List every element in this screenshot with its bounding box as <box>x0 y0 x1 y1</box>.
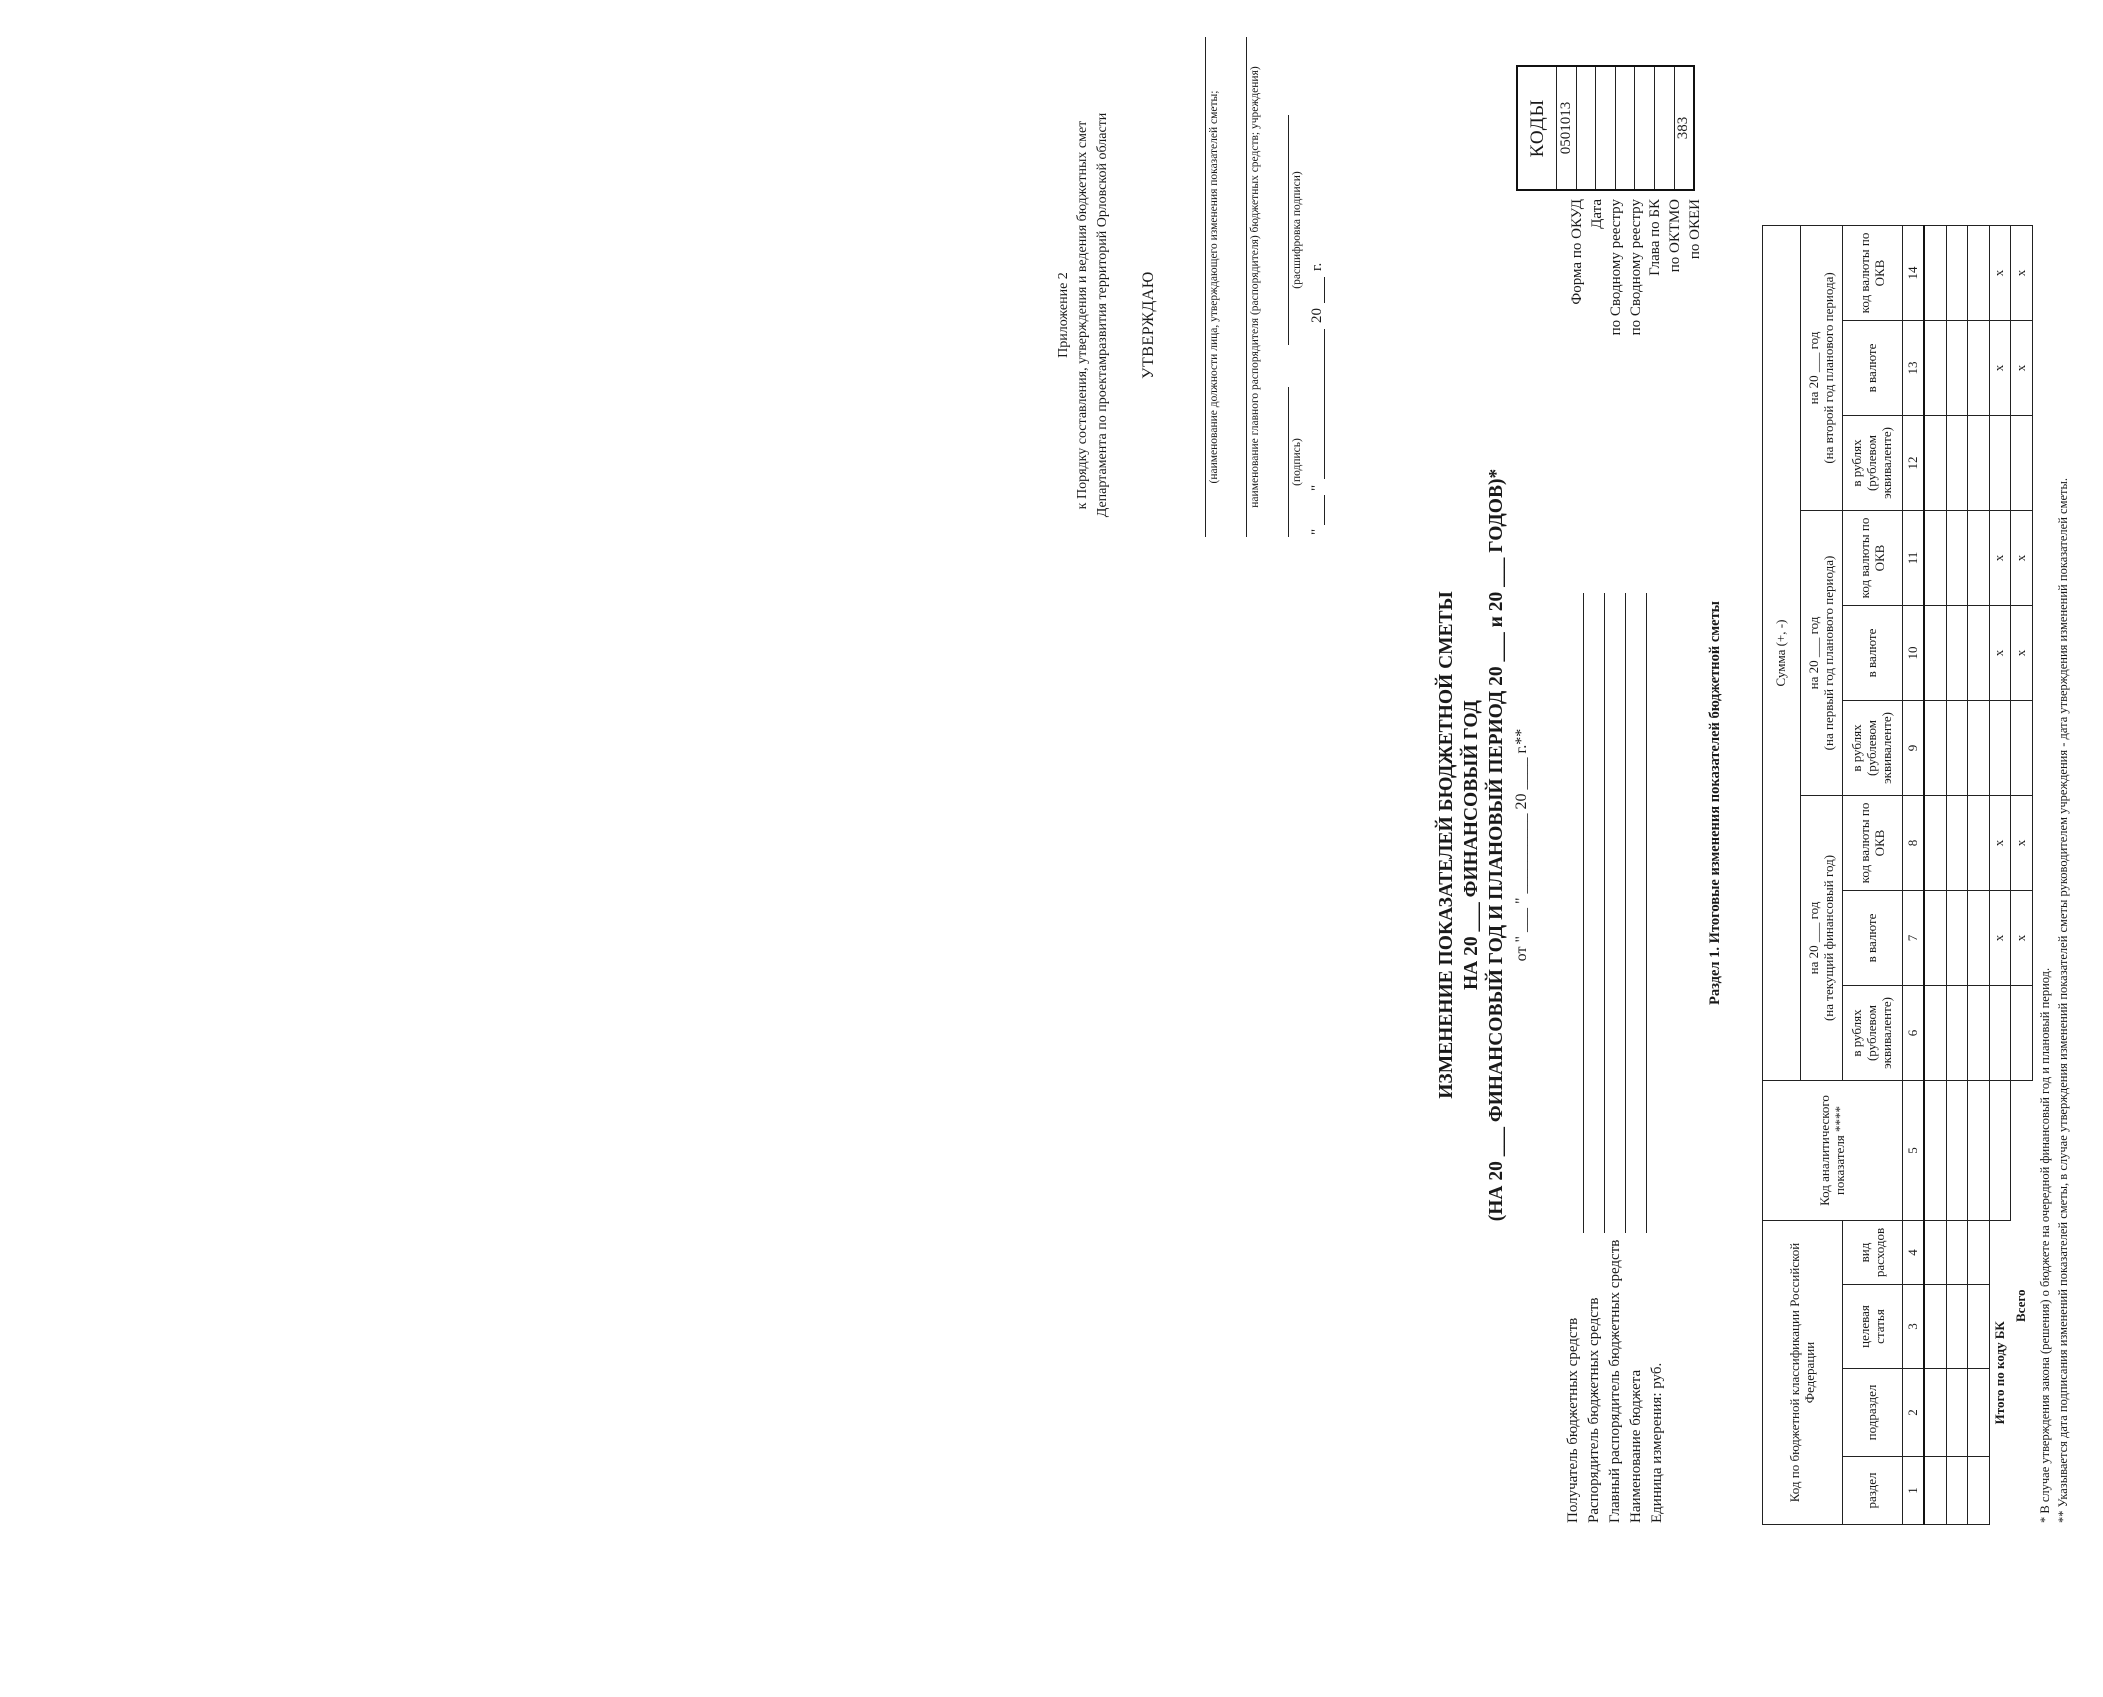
analytic-header: Код аналитического показателя **** <box>1763 1081 1903 1221</box>
cell-x: x <box>1989 226 2011 321</box>
col-number: 7 <box>1903 891 1925 986</box>
total-row <box>2011 226 2033 1525</box>
cell[interactable] <box>1968 511 1990 606</box>
col-number: 10 <box>1903 606 1925 701</box>
total-label: Всего <box>2013 1289 2029 1322</box>
codes-header: КОДЫ <box>1517 66 1557 190</box>
date-month-line <box>1324 329 1325 479</box>
title-line-1: ИЗМЕНЕНИЕ ПОКАЗАТЕЛЕЙ БЮДЖЕТНОЙ СМЕТЫ <box>1436 591 1457 1099</box>
cell-x: x <box>2011 796 2033 891</box>
col-number: 5 <box>1903 1081 1925 1221</box>
cell[interactable] <box>1968 891 1990 986</box>
col-okv: код валюты по ОКВ <box>1843 511 1903 606</box>
appendix-title: Приложение 2 <box>1056 272 1071 358</box>
field-line <box>1625 593 1626 1233</box>
org-line <box>1246 37 1247 537</box>
cell[interactable] <box>1924 1457 1946 1525</box>
cell-x: x <box>1989 511 2011 606</box>
cell[interactable] <box>2011 701 2033 796</box>
signature-line <box>1288 387 1289 537</box>
cell[interactable] <box>1946 321 1968 416</box>
footnote-2: ** Указывается дата подписания изменений показателей сметы, в случае утверждения изменений показателей сметы руководителем учреждения - дата утверждения изменений показателей сметы. <box>2056 477 2071 1523</box>
cell-x: x <box>1989 891 2011 986</box>
cell[interactable] <box>1924 986 1946 1081</box>
code-date <box>1576 66 1596 190</box>
decode-line <box>1288 115 1289 345</box>
codes-box <box>1516 65 1695 191</box>
cell[interactable] <box>1968 606 1990 701</box>
table-row <box>1924 226 1946 1525</box>
cell-x: x <box>2011 606 2033 701</box>
field-line <box>1646 593 1647 1233</box>
cell-x: x <box>2011 226 2033 321</box>
decode-caption: (расшифровка подписи) <box>1291 171 1303 289</box>
label-date: Дата <box>1588 199 1605 229</box>
cell[interactable] <box>1924 796 1946 891</box>
cell[interactable] <box>1968 986 1990 1081</box>
cell[interactable] <box>1989 1081 2011 1221</box>
code-registry <box>1615 66 1635 190</box>
cell[interactable] <box>1989 416 2011 511</box>
sum-header: Сумма (+, -) <box>1763 226 1801 1081</box>
cell[interactable] <box>1924 416 1946 511</box>
cell[interactable] <box>1924 1081 1946 1221</box>
cell[interactable] <box>1946 416 1968 511</box>
cell[interactable] <box>1968 226 1990 321</box>
year3-sub: (на второй год планового периода) <box>1820 272 1836 464</box>
col-podrazdel: подраздел <box>1843 1369 1903 1457</box>
code-bk <box>1635 66 1655 190</box>
cell[interactable] <box>1924 1285 1946 1369</box>
col-rub: в рублях (рублевом эквиваленте) <box>1843 701 1903 796</box>
code-okei: 383 <box>1674 66 1694 190</box>
col-number: 13 <box>1903 321 1925 416</box>
cell[interactable] <box>1968 701 1990 796</box>
field-unit: Единица измерения: руб. <box>1649 1362 1665 1523</box>
date-day-line <box>1324 495 1325 525</box>
position-line <box>1205 37 1206 537</box>
cell[interactable] <box>1968 321 1990 416</box>
col-number: 3 <box>1903 1285 1925 1369</box>
table-row <box>1946 226 1968 1525</box>
field-recipient: Получатель бюджетных средств <box>1565 1317 1581 1523</box>
main-table <box>1762 225 2033 1525</box>
cell[interactable] <box>1924 1369 1946 1457</box>
cell[interactable] <box>1968 1081 1990 1221</box>
label-registry: по Сводному реестру <box>1627 199 1644 336</box>
codes-labels <box>1568 199 1705 435</box>
year1-label: на 20 ___ год <box>1805 901 1821 975</box>
col-expense-type: вид расходов <box>1843 1221 1903 1285</box>
col-okv: код валюты по ОКВ <box>1843 796 1903 891</box>
cell[interactable] <box>1924 321 1946 416</box>
position-caption: (наименование должности лица, утверждающего изменения показателей сметы; <box>1208 90 1220 484</box>
cell[interactable] <box>1946 986 1968 1081</box>
cell[interactable] <box>1946 226 1968 321</box>
cell-x: x <box>2011 321 2033 416</box>
form-sheet <box>1048 25 2103 1595</box>
date-year-line <box>1324 277 1325 303</box>
title-line-2: НА 20 ___ ФИНАНСОВЫЙ ГОД <box>1461 700 1482 990</box>
cell[interactable] <box>1924 226 1946 321</box>
cell[interactable] <box>1924 606 1946 701</box>
cell[interactable] <box>1924 511 1946 606</box>
code-okud: 0501013 <box>1557 66 1577 190</box>
year3-label: на 20 ___ год <box>1805 331 1821 405</box>
cell[interactable] <box>1946 1221 1968 1285</box>
field-budget-name: Наименование бюджета <box>1628 1369 1644 1523</box>
date-suffix: г. <box>1309 262 1325 271</box>
field-line <box>1604 593 1605 1233</box>
col-okv: код валюты по ОКВ <box>1843 226 1903 321</box>
cell[interactable] <box>1946 891 1968 986</box>
title-line-3: (НА 20 ___ ФИНАНСОВЫЙ ГОД И ПЛАНОВЫЙ ПЕРИОД 20 ___ и 20 ___ ГОДОВ)* <box>1486 468 1507 1222</box>
cell[interactable] <box>1968 1221 1990 1285</box>
cell[interactable] <box>1946 1285 1968 1369</box>
cell-x: x <box>1989 796 2011 891</box>
appendix-header <box>1054 35 1112 595</box>
title-date: от " ___ " __________ 20 ____ г.** <box>1513 728 1530 962</box>
cell[interactable] <box>2011 986 2033 1081</box>
code-registry <box>1596 66 1616 190</box>
col-number: 11 <box>1903 511 1925 606</box>
col-currency: в валюте <box>1843 606 1903 701</box>
kbk-header: Код по бюджетной классификации Российской Федерации <box>1763 1221 1843 1525</box>
cell[interactable] <box>1946 796 1968 891</box>
cell[interactable] <box>1924 1221 1946 1285</box>
org-caption: наименование главного распорядителя (распорядителя) бюджетных средств; учреждения) <box>1249 66 1261 508</box>
cell[interactable] <box>1968 1285 1990 1369</box>
label-registry: по Сводному реестру <box>1608 199 1625 336</box>
cell[interactable] <box>2011 416 2033 511</box>
label-oktmo: по ОКТМО <box>1666 199 1683 273</box>
col-target: целевая статья <box>1843 1285 1903 1369</box>
cell[interactable] <box>1968 796 1990 891</box>
code-oktmo <box>1654 66 1674 190</box>
field-manager: Распорядитель бюджетных средств <box>1586 1297 1602 1523</box>
cell-x: x <box>1989 606 2011 701</box>
table-row <box>1968 226 1990 1525</box>
date-quote-close: " <box>1309 484 1325 491</box>
approve-label: УТВЕРЖДАЮ <box>1140 271 1157 379</box>
label-okud: Форма по ОКУД <box>1569 199 1585 305</box>
cell[interactable] <box>1946 1081 1968 1221</box>
cell[interactable] <box>1989 986 2011 1081</box>
cell[interactable] <box>1946 701 1968 796</box>
col-number: 14 <box>1903 226 1925 321</box>
appendix-line: Департамента по проектамразвития территорий Орловской области <box>1094 112 1110 518</box>
year3-header <box>1801 226 1843 511</box>
cell[interactable] <box>1946 606 1968 701</box>
col-number: 2 <box>1903 1369 1925 1457</box>
col-number: 1 <box>1903 1457 1925 1525</box>
footnotes <box>2036 478 2072 1523</box>
cell[interactable] <box>1924 701 1946 796</box>
year1-header <box>1801 796 1843 1081</box>
cell[interactable] <box>1968 1369 1990 1457</box>
col-currency: в валюте <box>1843 891 1903 986</box>
col-currency: в валюте <box>1843 321 1903 416</box>
date-year-prefix: 20 <box>1309 308 1325 323</box>
cell[interactable] <box>1924 891 1946 986</box>
col-number: 8 <box>1903 796 1925 891</box>
year2-label: на 20 ___ год <box>1805 616 1821 690</box>
appendix-line: к Порядку составления, утверждения и ведения бюджетных смет <box>1075 120 1091 510</box>
cell[interactable] <box>1946 1457 1968 1525</box>
cell[interactable] <box>1946 1369 1968 1457</box>
col-number: 12 <box>1903 416 1925 511</box>
year2-header <box>1801 511 1843 796</box>
section-title: Раздел 1. Итоговые изменения показателей бюджетной сметы <box>1707 600 1723 1006</box>
column-numbers-row <box>1903 226 1925 1525</box>
total-bk-label: Итого по коду БК <box>1989 1221 2011 1525</box>
year1-sub: (на текущий финансовый год) <box>1820 854 1836 1022</box>
label-bk: Глава по БК <box>1647 199 1664 276</box>
field-line <box>1583 593 1584 1233</box>
col-rub: в рублях (рублевом эквиваленте) <box>1843 416 1903 511</box>
label-okei: по ОКЕИ <box>1686 199 1703 260</box>
total-bk-row <box>1989 226 2011 1525</box>
cell-x: x <box>2011 511 2033 606</box>
year2-sub: (на первый год планового периода) <box>1820 555 1836 751</box>
col-number: 4 <box>1903 1221 1925 1285</box>
cell-x: x <box>2011 891 2033 986</box>
col-number: 6 <box>1903 986 1925 1081</box>
cell[interactable] <box>1968 1457 1990 1525</box>
cell[interactable] <box>1989 701 2011 796</box>
form-title <box>1434 435 1534 1255</box>
cell[interactable] <box>1946 511 1968 606</box>
cell[interactable] <box>1968 416 1990 511</box>
signature-caption: (подпись) <box>1291 438 1303 486</box>
date-quote-open: " <box>1309 528 1325 535</box>
col-razdel: раздел <box>1843 1457 1903 1525</box>
footnote-1: * В случае утверждения закона (решения) о бюджете на очередной финансовый год и плановый период. <box>2038 967 2052 1523</box>
field-main-manager: Главный распорядитель бюджетных средств <box>1607 1239 1623 1523</box>
cell-x: x <box>1989 321 2011 416</box>
col-number: 9 <box>1903 701 1925 796</box>
col-rub: в рублях (рублевом эквиваленте) <box>1843 986 1903 1081</box>
